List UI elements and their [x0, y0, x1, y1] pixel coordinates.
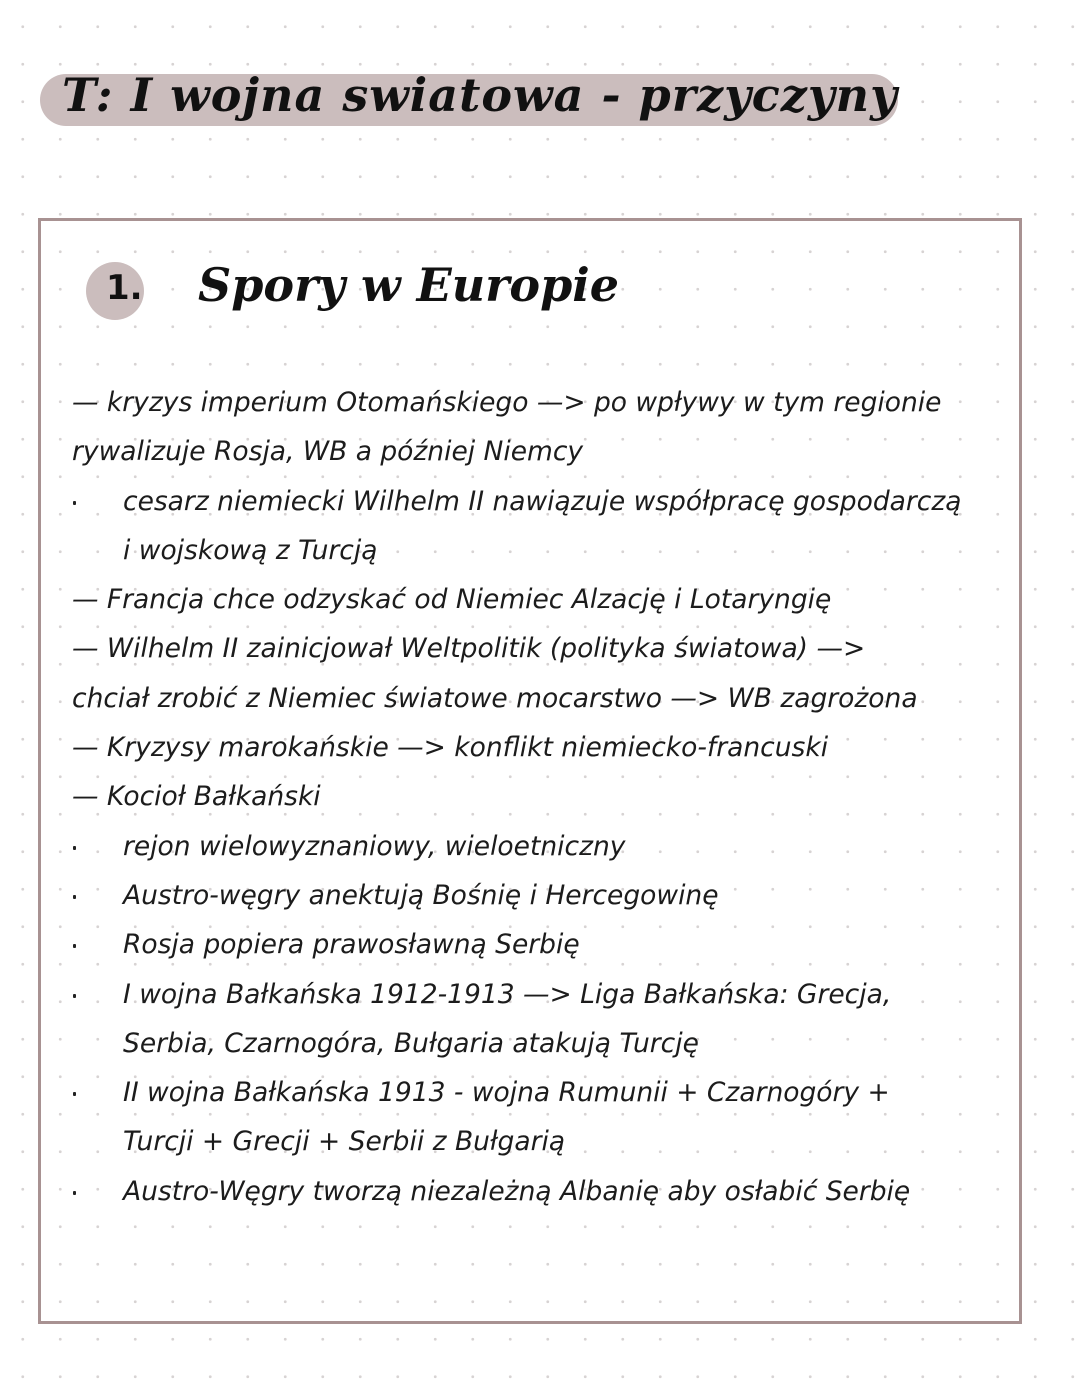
note-text: — kryzys imperium Otomańskiego —> po wpływy w tym regionie: [72, 387, 942, 418]
note-text: Rosja popiera prawosławną Serbię: [123, 929, 580, 961]
title-text: [62, 68, 898, 122]
note-text: chciał zrobić z Niemiec światowe mocarstwo —> WB zagrożona: [72, 682, 918, 714]
note-text: i wojskową z Turcją: [123, 534, 378, 566]
title-prefix: T:: [62, 68, 114, 122]
note-text: cesarz niemiecki Wilhelm II nawiązuje współpracę gospodarczą: [123, 485, 962, 517]
section-heading: [86, 258, 686, 322]
note-line: [72, 526, 972, 575]
note-text: Austro-Węgry tworzą niezależną Albanię aby osłabić Serbię: [123, 1175, 911, 1207]
note-line: [72, 575, 972, 624]
note-text: — Wilhelm II zainicjował Weltpolitik (polityka światowa) —>: [72, 633, 866, 665]
page-title: [40, 64, 900, 134]
note-line: [72, 378, 972, 427]
title-main: I wojna swiatowa - przyczyny: [130, 68, 898, 122]
note-text: Turcji + Grecji + Serbii z Bułgarią: [123, 1126, 566, 1158]
note-line: [72, 674, 972, 723]
note-text: II wojna Bałkańska 1913 - wojna Rumunii + Czarnogóry +: [123, 1077, 890, 1109]
section-number-badge: [86, 262, 144, 320]
note-line: [72, 1068, 972, 1117]
note-text: rejon wielowyznaniowy, wieloetniczny: [123, 830, 626, 862]
note-line: [72, 1117, 972, 1166]
notes-list: [72, 378, 972, 1216]
section-number: 1.: [106, 268, 143, 308]
note-line: [72, 427, 972, 476]
section-title: Spory w Europie: [198, 258, 619, 312]
note-line: [72, 477, 972, 526]
note-line: [72, 624, 972, 673]
note-line: [72, 723, 972, 772]
note-line: [72, 1019, 972, 1068]
note-line: [72, 1167, 972, 1216]
note-text: — Francja chce odzyskać od Niemiec Alzację i Lotaryngię: [72, 584, 832, 616]
note-line: [72, 871, 972, 920]
note-line: [72, 772, 972, 821]
note-text: — Kryzysy marokańskie —> konflikt niemiecko-francuski: [72, 732, 829, 764]
note-line: [72, 970, 972, 1019]
note-text: I wojna Bałkańska 1912-1913 —> Liga Bałkańska: Grecja,: [123, 978, 892, 1010]
note-line: [72, 920, 972, 969]
note-text: — Kocioł Bałkański: [72, 781, 321, 813]
note-text: Austro-węgry anektują Bośnię i Hercegowinę: [123, 879, 719, 911]
note-text: rywalizuje Rosja, WB a później Niemcy: [72, 436, 584, 468]
note-text: Serbia, Czarnogóra, Bułgaria atakują Turcję: [123, 1027, 699, 1059]
note-line: [72, 822, 972, 871]
